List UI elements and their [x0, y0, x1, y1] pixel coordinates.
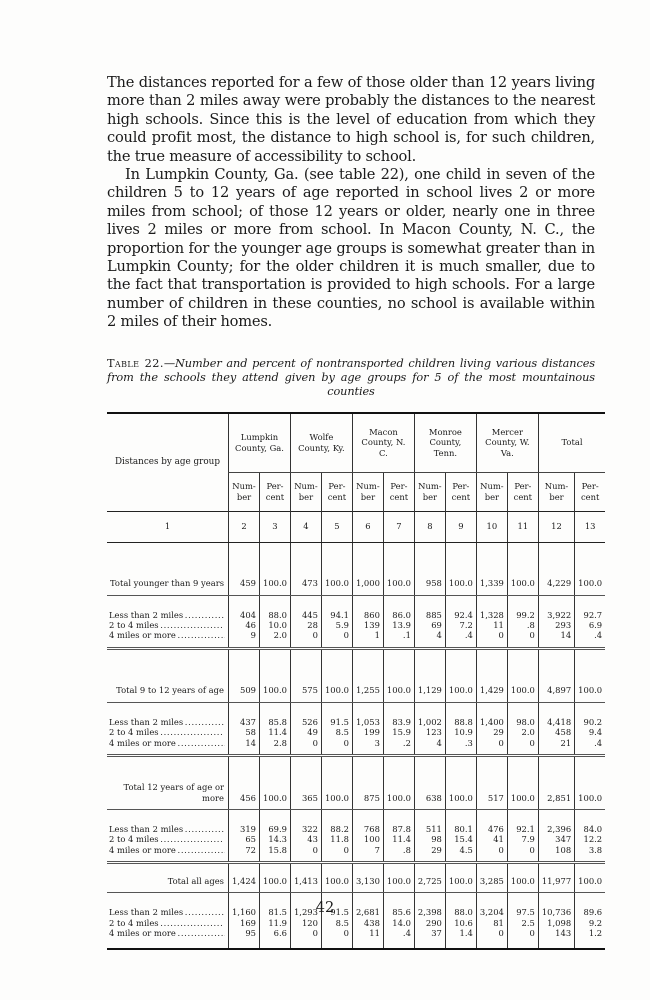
row-label: Less than 2 miles . . . — [107, 717, 229, 727]
percent-cell: 100.0 — [507, 863, 538, 887]
number-cell: 1,293 — [290, 907, 321, 917]
column-number: 1 — [107, 511, 229, 542]
percent-cell: 88.2 — [321, 824, 352, 834]
number-cell: 1,424 — [229, 863, 260, 887]
percent-cell: 100.0 — [507, 771, 538, 803]
number-cell: 10,736 — [538, 907, 574, 917]
number-cell: 437 — [229, 717, 260, 727]
table-row — [107, 717, 605, 727]
number-cell: 14 — [538, 630, 574, 640]
row-label: 2 to 4 miles . . . — [107, 834, 229, 844]
number-cell: 3,130 — [352, 863, 383, 887]
number-cell: 139 — [352, 620, 383, 630]
percent-cell: .8 — [383, 845, 414, 855]
percent-cell: .4 — [383, 928, 414, 938]
number-cell: 1,429 — [476, 664, 507, 696]
percent-cell: 8.5 — [321, 727, 352, 737]
header-number: Num- ber — [352, 472, 383, 511]
row-label: Less than 2 miles . . . — [107, 824, 229, 834]
percent-cell: 0 — [507, 845, 538, 855]
percent-cell: 88.8 — [445, 717, 476, 727]
column-number: 7 — [383, 511, 414, 542]
percent-cell: 94.1 — [321, 610, 352, 620]
number-cell: 100 — [352, 834, 383, 844]
table-label: Table 22. — [107, 356, 164, 370]
number-cell: 476 — [476, 824, 507, 834]
column-number-row — [107, 511, 605, 542]
percent-cell: .4 — [575, 738, 605, 748]
table-row — [107, 824, 605, 834]
number-cell: 1,098 — [538, 918, 574, 928]
row-label: 4 miles or more . . . — [107, 738, 229, 748]
percent-cell: 14.0 — [383, 918, 414, 928]
column-number: 2 — [229, 511, 260, 542]
header-percent: Per- cent — [383, 472, 414, 511]
percent-cell: 91.5 — [321, 907, 352, 917]
percent-cell: 100.0 — [445, 664, 476, 696]
percent-cell: 100.0 — [445, 557, 476, 589]
number-cell: 4,229 — [538, 557, 574, 589]
column-number: 8 — [414, 511, 445, 542]
number-cell: 2,851 — [538, 771, 574, 803]
percent-cell: 98.0 — [507, 717, 538, 727]
percent-cell: 100.0 — [321, 863, 352, 887]
percent-cell: 13.9 — [383, 620, 414, 630]
percent-cell: 100.0 — [321, 664, 352, 696]
number-cell: 108 — [538, 845, 574, 855]
group-total-label: Total 9 to 12 years of age — [116, 685, 224, 696]
percent-cell: 14.3 — [259, 834, 290, 844]
percent-cell: 0 — [321, 928, 352, 938]
percent-cell: 12.2 — [575, 834, 605, 844]
number-cell: 958 — [414, 557, 445, 589]
number-cell: 3 — [352, 738, 383, 748]
percent-cell: 100.0 — [383, 557, 414, 589]
row-label: 2 to 4 miles . . . — [107, 727, 229, 737]
group-total-row — [107, 771, 605, 803]
header-percent: Per- cent — [507, 472, 538, 511]
percent-cell: 100.0 — [445, 863, 476, 887]
number-cell: 4 — [414, 630, 445, 640]
number-cell: 1,002 — [414, 717, 445, 727]
percent-cell: 69.9 — [259, 824, 290, 834]
number-cell: 21 — [538, 738, 574, 748]
header-county: Mercer County, W. Va. — [476, 413, 538, 473]
table-row — [107, 834, 605, 844]
number-cell: 143 — [538, 928, 574, 938]
row-label: 4 miles or more . . . — [107, 630, 229, 640]
percent-cell: 2.0 — [507, 727, 538, 737]
data-table — [107, 412, 605, 951]
header-county: Lumpkin County, Ga. — [229, 413, 291, 473]
percent-cell: 10.6 — [445, 918, 476, 928]
number-cell: 0 — [290, 845, 321, 855]
number-cell: 509 — [229, 664, 260, 696]
stub-header: Distances by age group — [115, 456, 220, 467]
number-cell: 511 — [414, 824, 445, 834]
percent-cell: 100.0 — [383, 771, 414, 803]
column-number: 10 — [476, 511, 507, 542]
paragraph-1: The distances reported for a few of those older than 12 years living more than 2 miles away were probably the distances to the nearest high schools. Since this is the level of education from which they could profit most, the distance to high school is, for such children, the true measure of accessibility to school. — [107, 74, 595, 165]
percent-cell: 9.4 — [575, 727, 605, 737]
percent-cell: 97.5 — [507, 907, 538, 917]
percent-cell: 100.0 — [383, 664, 414, 696]
percent-cell: 84.0 — [575, 824, 605, 834]
number-cell: 1,413 — [290, 863, 321, 887]
column-number: 4 — [290, 511, 321, 542]
number-cell: 4,897 — [538, 664, 574, 696]
header-county: Monroe County, Tenn. — [414, 413, 476, 473]
percent-cell: 11.4 — [259, 727, 290, 737]
percent-cell: .2 — [383, 738, 414, 748]
percent-cell: 81.5 — [259, 907, 290, 917]
number-cell: 0 — [290, 630, 321, 640]
group-total-row — [107, 664, 605, 696]
number-cell: 293 — [538, 620, 574, 630]
header-percent: Per- cent — [259, 472, 290, 511]
percent-cell: 83.9 — [383, 717, 414, 727]
percent-cell: 88.0 — [445, 907, 476, 917]
row-label: 2 to 4 miles . . . — [107, 620, 229, 630]
percent-cell: 6.9 — [575, 620, 605, 630]
number-cell: 123 — [414, 727, 445, 737]
header-number: Num- ber — [290, 472, 321, 511]
number-cell: 4 — [414, 738, 445, 748]
number-cell: 199 — [352, 727, 383, 737]
number-cell: 1 — [352, 630, 383, 640]
number-cell: 0 — [476, 738, 507, 748]
number-cell: 638 — [414, 771, 445, 803]
number-cell: 473 — [290, 557, 321, 589]
number-cell: 1,129 — [414, 664, 445, 696]
number-cell: 445 — [290, 610, 321, 620]
number-cell: 3,285 — [476, 863, 507, 887]
number-cell: 11 — [476, 620, 507, 630]
percent-cell: 7.9 — [507, 834, 538, 844]
header-number: Num- ber — [229, 472, 260, 511]
number-cell: 65 — [229, 834, 260, 844]
percent-cell: 8.5 — [321, 918, 352, 928]
number-cell: 0 — [476, 630, 507, 640]
table-row — [107, 610, 605, 620]
header-percent: Per- cent — [445, 472, 476, 511]
percent-cell: .1 — [383, 630, 414, 640]
number-cell: 2,398 — [414, 907, 445, 917]
number-cell: 404 — [229, 610, 260, 620]
number-cell: 2,396 — [538, 824, 574, 834]
number-cell: 347 — [538, 834, 574, 844]
number-cell: 365 — [290, 771, 321, 803]
percent-cell: 80.1 — [445, 824, 476, 834]
number-cell: 438 — [352, 918, 383, 928]
percent-cell: 10.0 — [259, 620, 290, 630]
number-cell: 860 — [352, 610, 383, 620]
number-cell: 9 — [229, 630, 260, 640]
number-cell: 1,000 — [352, 557, 383, 589]
number-cell: 526 — [290, 717, 321, 727]
number-cell: 1,328 — [476, 610, 507, 620]
number-cell: 120 — [290, 918, 321, 928]
table-row — [107, 620, 605, 630]
header-percent: Per- cent — [575, 472, 605, 511]
percent-cell: 100.0 — [507, 664, 538, 696]
column-number: 9 — [445, 511, 476, 542]
row-label: Less than 2 miles . . . — [107, 610, 229, 620]
percent-cell: 92.1 — [507, 824, 538, 834]
percent-cell: 92.7 — [575, 610, 605, 620]
percent-cell: 100.0 — [383, 863, 414, 887]
percent-cell: .8 — [507, 620, 538, 630]
percent-cell: 15.4 — [445, 834, 476, 844]
column-number: 13 — [575, 511, 605, 542]
percent-cell: 4.5 — [445, 845, 476, 855]
header-row-counties — [107, 413, 605, 473]
number-cell: 49 — [290, 727, 321, 737]
table-body — [107, 542, 605, 949]
percent-cell: 11.8 — [321, 834, 352, 844]
number-cell: 69 — [414, 620, 445, 630]
percent-cell: 100.0 — [575, 771, 605, 803]
column-number: 6 — [352, 511, 383, 542]
header-number: Num- ber — [414, 472, 445, 511]
percent-cell: 6.6 — [259, 928, 290, 938]
percent-cell: 100.0 — [321, 771, 352, 803]
percent-cell: 2.5 — [507, 918, 538, 928]
header-county: Wolfe County, Ky. — [290, 413, 352, 473]
percent-cell: 0 — [321, 845, 352, 855]
page-number: 42 — [315, 900, 335, 916]
percent-cell: .4 — [445, 630, 476, 640]
number-cell: 4,418 — [538, 717, 574, 727]
table-row — [107, 928, 605, 938]
number-cell: 459 — [229, 557, 260, 589]
number-cell: 0 — [290, 738, 321, 748]
group-total-row — [107, 863, 605, 887]
row-label: 4 miles or more . . . — [107, 928, 229, 938]
percent-cell: 1.4 — [445, 928, 476, 938]
number-cell: 3,204 — [476, 907, 507, 917]
table-row — [107, 630, 605, 640]
number-cell: 875 — [352, 771, 383, 803]
percent-cell: .4 — [575, 630, 605, 640]
percent-cell: 99.2 — [507, 610, 538, 620]
number-cell: 95 — [229, 928, 260, 938]
number-cell: 72 — [229, 845, 260, 855]
number-cell: 517 — [476, 771, 507, 803]
group-total-row — [107, 557, 605, 589]
number-cell: 46 — [229, 620, 260, 630]
number-cell: 14 — [229, 738, 260, 748]
number-cell: 43 — [290, 834, 321, 844]
group-total-label: Total younger than 9 years — [110, 578, 225, 589]
percent-cell: 2.0 — [259, 630, 290, 640]
percent-cell: 1.2 — [575, 928, 605, 938]
percent-cell: 87.8 — [383, 824, 414, 834]
percent-cell: 91.5 — [321, 717, 352, 727]
percent-cell: 15.9 — [383, 727, 414, 737]
number-cell: 11,977 — [538, 863, 574, 887]
percent-cell: 100.0 — [575, 557, 605, 589]
number-cell: 98 — [414, 834, 445, 844]
number-cell: 81 — [476, 918, 507, 928]
percent-cell: 100.0 — [259, 664, 290, 696]
percent-cell: 100.0 — [575, 664, 605, 696]
column-number: 3 — [259, 511, 290, 542]
column-number: 12 — [538, 511, 574, 542]
number-cell: 0 — [476, 845, 507, 855]
number-cell: 319 — [229, 824, 260, 834]
percent-cell: 100.0 — [321, 557, 352, 589]
number-cell: 290 — [414, 918, 445, 928]
number-cell: 3,922 — [538, 610, 574, 620]
number-cell: 41 — [476, 834, 507, 844]
percent-cell: 86.0 — [383, 610, 414, 620]
percent-cell: 89.6 — [575, 907, 605, 917]
table-row — [107, 845, 605, 855]
number-cell: 2,725 — [414, 863, 445, 887]
percent-cell: 0 — [507, 738, 538, 748]
number-cell: 322 — [290, 824, 321, 834]
header-county: Total — [538, 413, 605, 473]
number-cell: 1,160 — [229, 907, 260, 917]
number-cell: 456 — [229, 771, 260, 803]
row-label: 4 miles or more . . . — [107, 845, 229, 855]
row-label: Less than 2 miles . . . — [107, 907, 229, 917]
number-cell: 7 — [352, 845, 383, 855]
number-cell: 37 — [414, 928, 445, 938]
percent-cell: 88.0 — [259, 610, 290, 620]
number-cell: 575 — [290, 664, 321, 696]
number-cell: 1,400 — [476, 717, 507, 727]
percent-cell: 100.0 — [259, 863, 290, 887]
column-number: 11 — [507, 511, 538, 542]
percent-cell: 85.6 — [383, 907, 414, 917]
percent-cell: 100.0 — [575, 863, 605, 887]
number-cell: 28 — [290, 620, 321, 630]
number-cell: 458 — [538, 727, 574, 737]
column-number: 5 — [321, 511, 352, 542]
percent-cell: 90.2 — [575, 717, 605, 727]
table-caption — [107, 357, 595, 400]
percent-cell: 0 — [507, 630, 538, 640]
group-total-label: Total all ages — [167, 875, 224, 886]
number-cell: 58 — [229, 727, 260, 737]
table-title: —Number and percent of nontransported children living various distances from the schools they attend given by age groups for 5 of the most mountainous counties — [107, 356, 595, 399]
group-total-label: Total 12 years of age or more — [123, 782, 224, 803]
percent-cell: 10.9 — [445, 727, 476, 737]
percent-cell: .3 — [445, 738, 476, 748]
header-county: Macon County, N. C. — [352, 413, 414, 473]
table-row — [107, 918, 605, 928]
row-label: 2 to 4 miles . . . — [107, 918, 229, 928]
number-cell: 2,681 — [352, 907, 383, 917]
percent-cell: 0 — [507, 928, 538, 938]
number-cell: 0 — [476, 928, 507, 938]
percent-cell: 9.2 — [575, 918, 605, 928]
number-cell: 1,255 — [352, 664, 383, 696]
header-percent: Per- cent — [321, 472, 352, 511]
header-number: Num- ber — [476, 472, 507, 511]
percent-cell: 11.4 — [383, 834, 414, 844]
number-cell: 768 — [352, 824, 383, 834]
percent-cell: 3.8 — [575, 845, 605, 855]
percent-cell: 92.4 — [445, 610, 476, 620]
number-cell: 11 — [352, 928, 383, 938]
percent-cell: 100.0 — [259, 771, 290, 803]
number-cell: 0 — [290, 928, 321, 938]
number-cell: 29 — [414, 845, 445, 855]
percent-cell: 85.8 — [259, 717, 290, 727]
percent-cell: 100.0 — [259, 557, 290, 589]
percent-cell: 15.8 — [259, 845, 290, 855]
percent-cell: 100.0 — [445, 771, 476, 803]
header-number: Num- ber — [538, 472, 574, 511]
percent-cell: 5.9 — [321, 620, 352, 630]
percent-cell: 2.8 — [259, 738, 290, 748]
number-cell: 885 — [414, 610, 445, 620]
number-cell: 169 — [229, 918, 260, 928]
percent-cell: 100.0 — [507, 557, 538, 589]
percent-cell: 0 — [321, 630, 352, 640]
number-cell: 29 — [476, 727, 507, 737]
number-cell: 1,339 — [476, 557, 507, 589]
table-row — [107, 727, 605, 737]
percent-cell: 7.2 — [445, 620, 476, 630]
percent-cell: 11.9 — [259, 918, 290, 928]
percent-cell: 0 — [321, 738, 352, 748]
number-cell: 1,053 — [352, 717, 383, 727]
paragraph-2: In Lumpkin County, Ga. (see table 22), one child in seven of the children 5 to 12 years of age reported in school lives 2 or more miles from school; of those 12 years or older, nearly one in three lives 2 miles or more from school. In Macon County, N. C., the proportion for the younger age groups is somewhat greater than in Lumpkin County; for the older children it is much smaller, due to the fact that transportation is provided to high schools. For a large number of children in these counties, no school is available within 2 miles of their homes. — [107, 166, 595, 331]
page-body — [107, 74, 603, 950]
table-row — [107, 738, 605, 748]
